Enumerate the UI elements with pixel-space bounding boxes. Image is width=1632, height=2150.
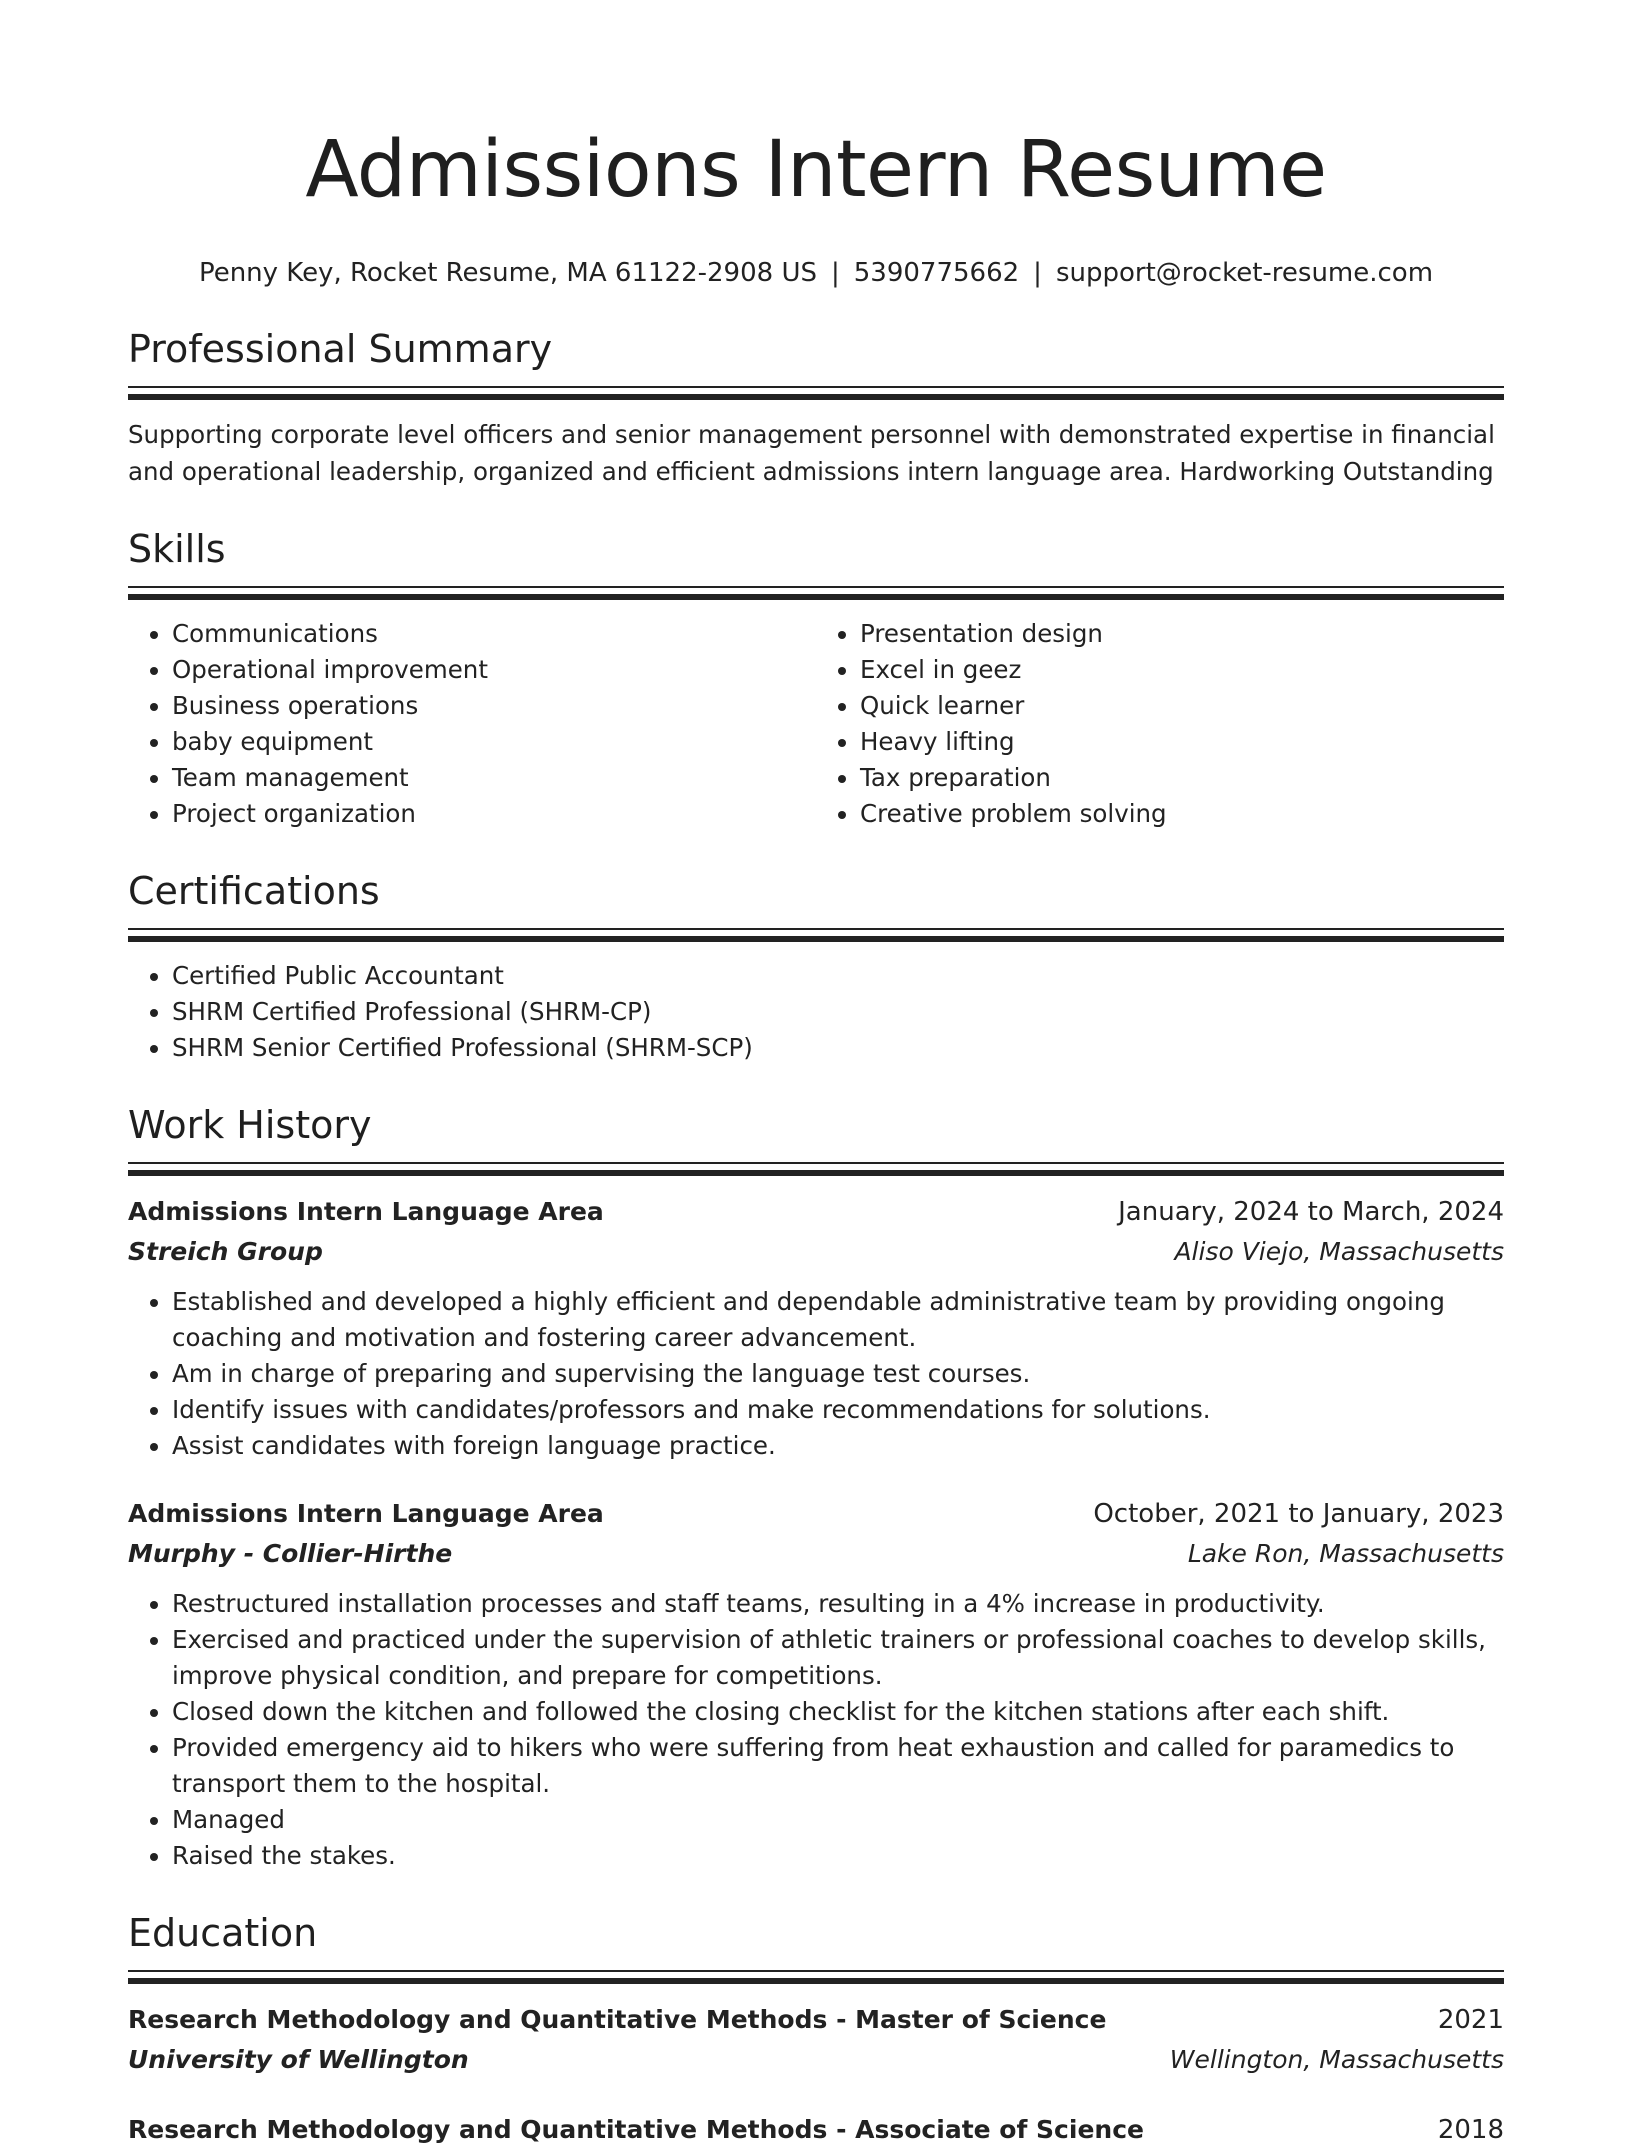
job-bullet: • Provided emergency aid to hikers who were suffering from heat exhaustion and called for paramedics to transport them to the hospital. bbox=[172, 1730, 1504, 1802]
job-location: Aliso Viejo, Massachusetts bbox=[1174, 1237, 1504, 1266]
section-divider bbox=[128, 386, 1504, 400]
certifications-list bbox=[128, 958, 1504, 1066]
education-school-row bbox=[128, 2040, 1504, 2080]
certifications-heading: Certifications bbox=[128, 869, 380, 913]
job-bullet: • Assist candidates with foreign language practice. bbox=[172, 1428, 1504, 1464]
skill-item: • Project organization bbox=[172, 796, 816, 832]
education-school: University of Wellington bbox=[128, 2045, 469, 2074]
education-degree: Research Methodology and Quantitative Methods - Associate of Science bbox=[128, 2115, 1144, 2144]
skill-item: • baby equipment bbox=[172, 724, 816, 760]
contact-email: support@rocket-resume.com bbox=[1055, 258, 1434, 288]
contact-address: Penny Key, Rocket Resume, MA 61122-2908 US bbox=[198, 258, 817, 288]
education-year: 2021 bbox=[1437, 2005, 1504, 2035]
skill-item: • Heavy lifting bbox=[860, 724, 1504, 760]
job-bullet: • Am in charge of preparing and supervising the language test courses. bbox=[172, 1356, 1504, 1392]
job-bullets bbox=[128, 1284, 1504, 1464]
education-entry bbox=[128, 2000, 1504, 2080]
summary-heading: Professional Summary bbox=[128, 327, 553, 371]
contact-separator: | bbox=[830, 258, 840, 288]
job-bullet: • Identify issues with candidates/professors and make recommendations for solutions. bbox=[172, 1392, 1504, 1428]
skills-heading: Skills bbox=[128, 527, 226, 571]
education-year: 2018 bbox=[1437, 2115, 1504, 2145]
resume-title: Admissions Intern Resume bbox=[305, 125, 1327, 215]
work-history-section bbox=[128, 1102, 1504, 1874]
job-bullets bbox=[128, 1586, 1504, 1874]
skills-section bbox=[128, 526, 1504, 832]
skill-item: • Operational improvement bbox=[172, 652, 816, 688]
skill-item: • Quick learner bbox=[860, 688, 1504, 724]
contact-phone: 5390775662 bbox=[853, 258, 1020, 288]
contact-separator: | bbox=[1033, 258, 1042, 288]
job-bullet: • Restructured installation processes and staff teams, resulting in a 4% increase in productivity. bbox=[172, 1586, 1504, 1622]
certifications-section bbox=[128, 868, 1504, 1066]
job-bullet: • Raised the stakes. bbox=[172, 1838, 1504, 1874]
education-heading: Education bbox=[128, 1911, 318, 1955]
work-history-heading: Work History bbox=[128, 1103, 372, 1147]
education-location: Wellington, Massachusetts bbox=[1169, 2045, 1504, 2074]
certification-item: • Certified Public Accountant bbox=[172, 958, 1504, 994]
skills-list-right bbox=[816, 616, 1504, 832]
certification-item: • SHRM Senior Certified Professional (SHRM-SCP) bbox=[172, 1030, 1504, 1066]
education-entry bbox=[128, 2110, 1504, 2150]
summary-text: Supporting corporate level officers and senior management personnel with demonstrated expertise in financial and operational leadership, organized and efficient admissions intern language area. Hardworking Outstanding bbox=[128, 420, 1495, 486]
section-divider bbox=[128, 1970, 1504, 1984]
skill-item: • Communications bbox=[172, 616, 816, 652]
education-header-row bbox=[128, 2110, 1504, 2150]
job-header-row bbox=[128, 1192, 1504, 1232]
job-company-row bbox=[128, 1232, 1504, 1272]
section-divider bbox=[128, 1162, 1504, 1176]
job-header-row bbox=[128, 1494, 1504, 1534]
section-divider bbox=[128, 928, 1504, 942]
section-divider bbox=[128, 586, 1504, 600]
job-dates: January, 2024 to March, 2024 bbox=[1118, 1197, 1504, 1227]
job-company: Streich Group bbox=[128, 1237, 323, 1266]
skill-item: • Presentation design bbox=[860, 616, 1504, 652]
skill-item: • Business operations bbox=[172, 688, 816, 724]
certification-item: • SHRM Certified Professional (SHRM-CP) bbox=[172, 994, 1504, 1030]
job-title: Admissions Intern Language Area bbox=[128, 1197, 604, 1226]
job-location: Lake Ron, Massachusetts bbox=[1187, 1539, 1504, 1568]
contact-line bbox=[128, 256, 1504, 290]
job-bullet: • Established and developed a highly efficient and dependable administrative team by providing ongoing coaching and motivation and fostering career advancement. bbox=[172, 1284, 1504, 1356]
job-title: Admissions Intern Language Area bbox=[128, 1499, 604, 1528]
job-entry bbox=[128, 1192, 1504, 1464]
job-bullet: • Exercised and practiced under the supervision of athletic trainers or professional coaches to develop skills, improve physical condition, and prepare for competitions. bbox=[172, 1622, 1504, 1694]
job-dates: October, 2021 to January, 2023 bbox=[1093, 1499, 1504, 1529]
education-section bbox=[128, 1910, 1504, 2150]
skills-list-left bbox=[128, 616, 816, 832]
job-bullet: • Managed bbox=[172, 1802, 1504, 1838]
skill-item: • Team management bbox=[172, 760, 816, 796]
job-entry bbox=[128, 1494, 1504, 1874]
education-header-row bbox=[128, 2000, 1504, 2040]
job-bullet: • Closed down the kitchen and followed the closing checklist for the kitchen stations after each shift. bbox=[172, 1694, 1504, 1730]
skill-item: • Tax preparation bbox=[860, 760, 1504, 796]
skill-item: • Creative problem solving bbox=[860, 796, 1504, 832]
education-degree: Research Methodology and Quantitative Methods - Master of Science bbox=[128, 2005, 1107, 2034]
skills-grid bbox=[128, 616, 1504, 832]
skill-item: • Excel in geez bbox=[860, 652, 1504, 688]
job-company-row bbox=[128, 1534, 1504, 1574]
summary-section bbox=[128, 326, 1504, 490]
job-company: Murphy - Collier-Hirthe bbox=[128, 1539, 453, 1568]
